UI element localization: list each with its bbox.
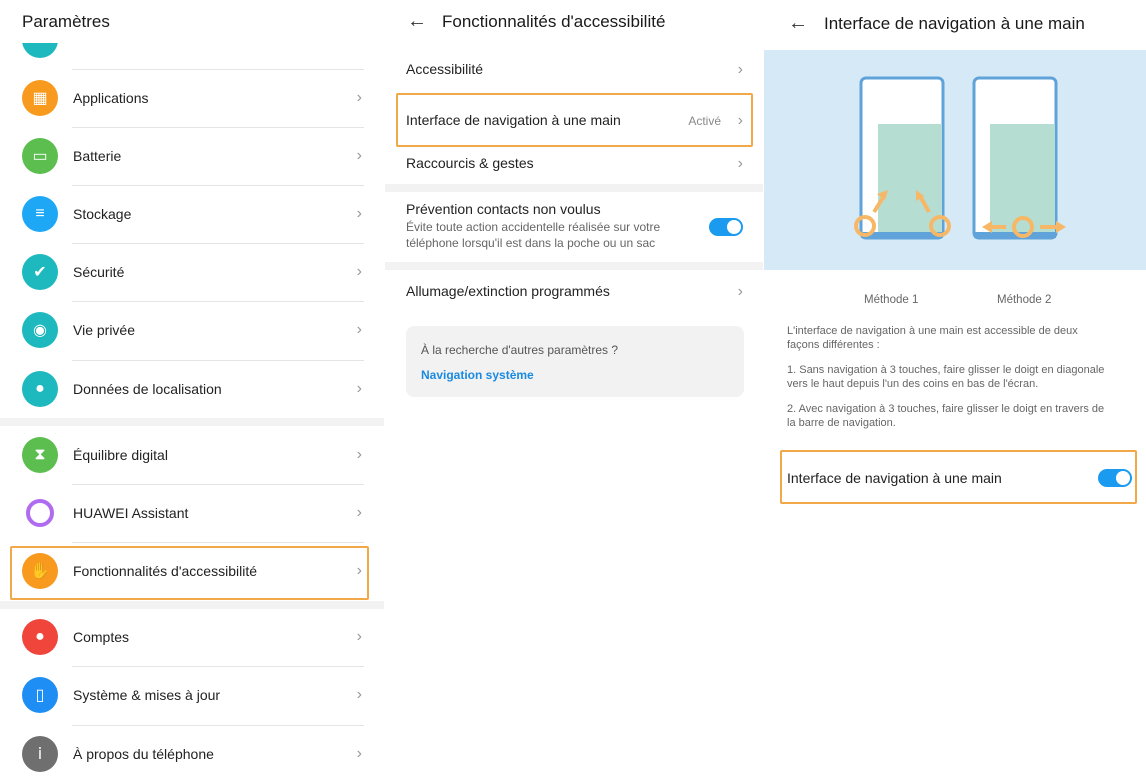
method1-label: Méthode 1 [864,294,919,306]
chevron-right-icon: › [356,446,362,463]
chevron-right-icon: › [356,628,362,645]
prevention-toggle[interactable] [709,218,743,236]
page-title: Paramètres [22,12,110,31]
item-label: Vie privée [73,322,136,338]
chevron-right-icon: › [737,283,743,300]
settings-item-s-curit-[interactable] [0,243,384,301]
settings-item-huawei-assistant[interactable] [0,484,384,542]
settings-item-syst-me-mises-jour[interactable] [0,666,384,724]
chevron-right-icon: › [356,686,362,703]
highlight-box [10,546,369,600]
page-title: Interface de navigation à une main [824,14,1085,33]
description: L'interface de navigation à une main est accessible de deux façons différentes : 1. Sans navigation à 3 touches, faire glisser le doigt en diagonale vers le haut depuis l'un des coins en bas de l'écran. 2. Avec navigation à 3 touches, faire glisser le doigt en travers de la barre de navigation. [787,325,1105,429]
status-text: Activé [688,114,721,128]
item-label: Données de localisation [73,381,222,397]
item-label: Accessibilité [406,61,484,77]
settings-item-vie-priv-e[interactable] [0,301,384,359]
account-icon: ● [22,619,58,655]
chevron-right-icon: › [356,321,362,338]
prevention-item[interactable] [406,201,743,251]
item-desc: téléphone lorsqu'il est dans la poche ou un sac [406,236,656,250]
hourglass-icon: ⧗ [22,437,58,473]
hand-icon: ✋ [22,553,58,589]
settings-item-batterie[interactable] [0,127,384,185]
settings-item-donn-es-de-localisation[interactable] [0,360,384,418]
item-desc: Évite toute action accidentelle réalisée sur votre [406,220,661,234]
item-label: Comptes [73,629,130,645]
settings-item-stockage[interactable] [0,185,384,243]
chevron-right-icon: › [356,205,362,222]
shortcuts-item[interactable] [406,155,743,171]
illustration [764,50,1146,270]
one-hand-panel [764,0,1146,781]
chevron-right-icon: › [356,263,362,280]
search-suggestion-card [406,326,744,397]
settings-item-applications[interactable] [0,69,384,127]
chevron-right-icon: › [356,147,362,164]
item-label: Prévention contacts non voulus [406,201,601,217]
accessibility-item[interactable] [406,61,743,77]
location-icon: ● [22,371,58,407]
system-navigation-link[interactable]: Navigation système [421,368,534,382]
item-label: Allumage/extinction programmés [406,283,610,299]
item-label: Raccourcis & gestes [406,155,534,171]
item-label: Équilibre digital [73,447,168,463]
schedule-item[interactable] [406,283,743,299]
item-label: Stockage [73,206,132,222]
chevron-right-icon: › [737,61,743,78]
chevron-right-icon: › [737,112,743,129]
phone-update-icon: ▯ [22,677,58,713]
shield-icon: ✔ [22,254,58,290]
chevron-right-icon: › [356,504,362,521]
item-label: HUAWEI Assistant [73,505,189,521]
back-arrow-icon[interactable]: ← [788,12,808,34]
search-prompt: À la recherche d'autres paramètres ? [421,343,619,357]
method2-label: Méthode 2 [997,294,1052,306]
highlight-box [780,450,1137,504]
chevron-right-icon: › [356,745,362,762]
apps-icon: ▦ [22,80,58,116]
item-label: Batterie [73,148,122,164]
battery-icon: ▭ [22,138,58,174]
item-label: Applications [73,90,149,106]
item-label: Sécurité [73,264,125,280]
chevron-right-icon: › [356,380,362,397]
highlight-box [396,93,753,147]
back-arrow-icon[interactable]: ← [407,10,427,32]
settings-panel [0,0,384,781]
assistant-icon [26,499,54,527]
item-label: Fonctionnalités d'accessibilité [73,563,257,579]
chevron-right-icon: › [356,562,362,579]
item-label: Interface de navigation à une main [406,112,621,128]
chevron-right-icon: › [737,155,743,172]
settings-item--propos-du-t-l-phone[interactable] [0,725,384,783]
settings-item--quilibre-digital[interactable] [0,426,384,484]
privacy-icon: ◉ [22,312,58,348]
storage-icon: ≡ [22,196,58,232]
info-icon: ⅰ [22,736,58,772]
item-label: À propos du téléphone [73,746,214,762]
toggle-label: Interface de navigation à une main [787,470,1002,486]
chevron-right-icon: › [356,89,362,106]
accessibility-panel [385,0,763,781]
settings-item-comptes[interactable] [0,608,384,666]
page-title: Fonctionnalités d'accessibilité [442,12,666,31]
item-label: Système & mises à jour [73,687,221,703]
